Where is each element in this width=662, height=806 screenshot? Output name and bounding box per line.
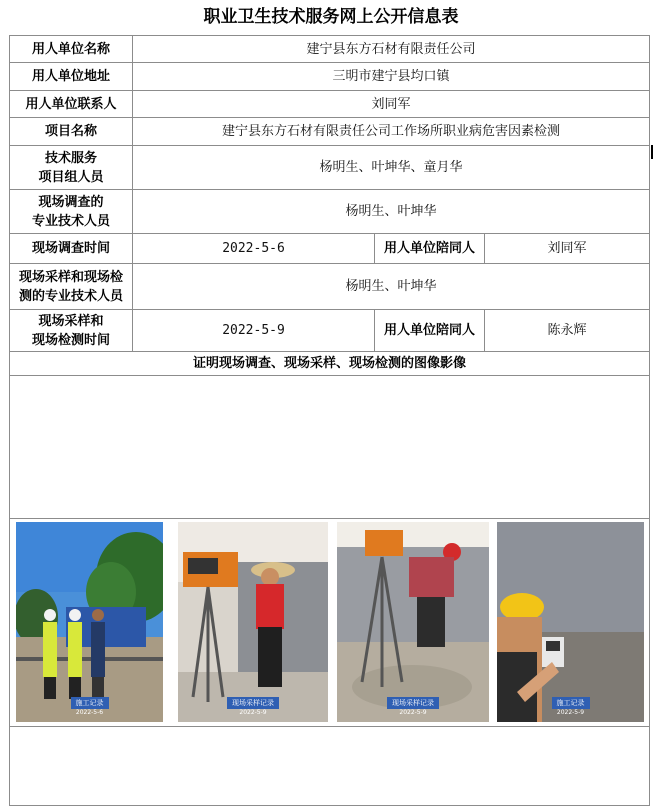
site-photo-3-caption <box>337 690 489 716</box>
project-name-value: 建宁县东方石材有限责任公司工作场所职业病危害因素检测 <box>132 117 650 146</box>
site-photo-1-caption <box>16 690 163 716</box>
survey-companion-label: 用人单位陪同人 <box>374 233 485 264</box>
sampling-time-label-line2: 现场检测时间 <box>31 332 110 348</box>
site-photo-2 <box>178 522 328 722</box>
site-photo-2-caption <box>178 690 328 716</box>
sampling-time-label-line1: 现场采样和 <box>38 313 104 329</box>
site-photo-1-tag: 施工记录 <box>71 697 109 709</box>
site-photo-3-tag: 现场采样记录 <box>387 697 439 709</box>
company-contact-value: 刘同军 <box>132 90 650 118</box>
sampling-time-label <box>9 309 133 352</box>
text-cursor <box>651 145 653 159</box>
site-photo-3 <box>337 522 489 722</box>
project-team-label-line2: 项目组人员 <box>38 169 104 185</box>
company-contact-label: 用人单位联系人 <box>9 90 133 118</box>
survey-companion-value: 刘同军 <box>484 233 650 264</box>
blank-image-area <box>9 375 650 519</box>
site-photo-2-tag: 现场采样记录 <box>227 697 279 709</box>
project-name-label: 项目名称 <box>9 117 133 146</box>
company-address-label: 用人单位地址 <box>9 62 133 91</box>
survey-time-value: 2022-5-6 <box>132 233 375 264</box>
sampling-companion-label: 用人单位陪同人 <box>374 309 485 352</box>
company-address-value: 三明市建宁县均口镇 <box>132 62 650 91</box>
bottom-blank-area <box>9 726 650 806</box>
site-photo-3-date: 2022-5-9 <box>399 709 427 716</box>
project-team-label-line1: 技术服务 <box>44 150 97 166</box>
sampling-staff-label <box>9 263 133 310</box>
survey-staff-label-line2: 专业技术人员 <box>31 213 110 229</box>
sampling-companion-value: 陈永辉 <box>484 309 650 352</box>
site-photo-1 <box>16 522 163 722</box>
site-photo-4-tag: 施工记录 <box>552 697 590 709</box>
project-team-value: 杨明生、叶坤华、童月华 <box>132 145 650 190</box>
company-name-value: 建宁县东方石材有限责任公司 <box>132 35 650 63</box>
images-heading: 证明现场调查、现场采样、现场检测的图像影像 <box>9 351 650 376</box>
site-photo-4-caption <box>497 690 644 716</box>
company-name-label: 用人单位名称 <box>9 35 133 63</box>
site-photo-1-date: 2022-5-6 <box>75 709 104 716</box>
page-title: 职业卫生技术服务网上公开信息表 <box>203 7 459 27</box>
survey-staff-label-line1: 现场调查的 <box>38 194 104 210</box>
site-photo-4-date: 2022-5-9 <box>556 709 585 716</box>
sampling-staff-label-line2: 测的专业技术人员 <box>18 288 123 304</box>
sampling-staff-value: 杨明生、叶坤华 <box>132 263 650 310</box>
sampling-time-value: 2022-5-9 <box>132 309 375 352</box>
sampling-staff-label-line1: 现场采样和现场检 <box>18 269 123 285</box>
survey-staff-label <box>9 189 133 234</box>
survey-time-label: 现场调查时间 <box>9 233 133 264</box>
site-photo-4 <box>497 522 644 722</box>
survey-staff-value: 杨明生、叶坤华 <box>132 189 650 234</box>
project-team-label <box>9 145 133 190</box>
site-photo-2-date: 2022-5-9 <box>239 709 267 716</box>
